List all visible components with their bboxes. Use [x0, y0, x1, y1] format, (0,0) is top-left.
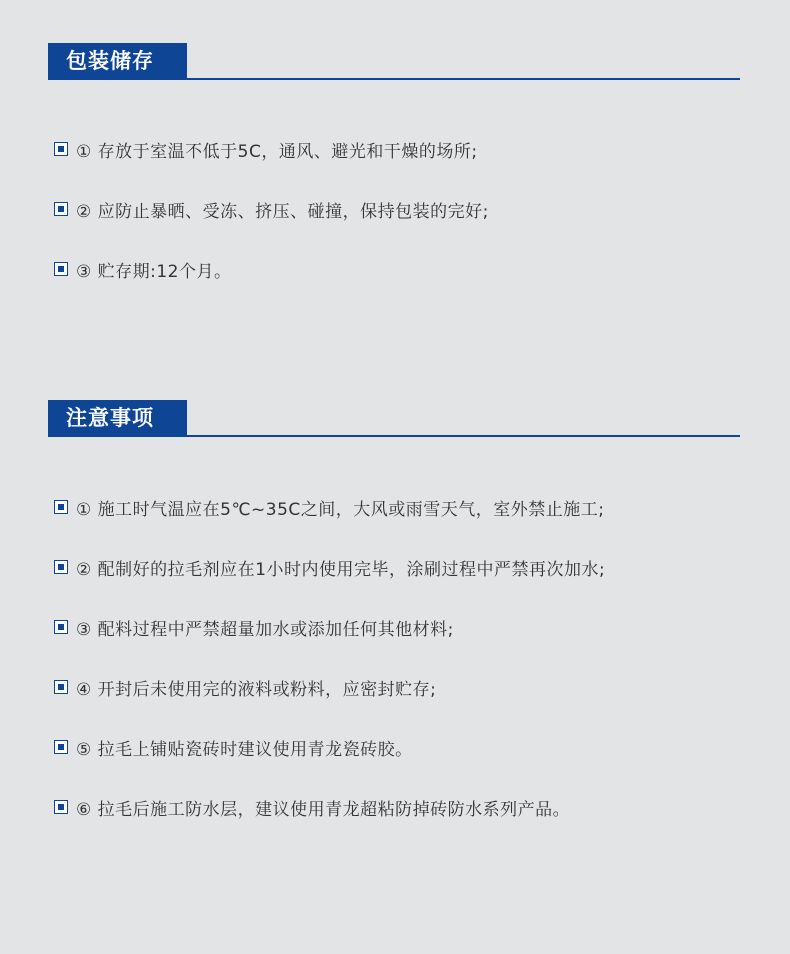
list-item-text: ③ 配料过程中严禁超量加水或添加任何其他材料; [76, 619, 454, 640]
list-item [54, 134, 478, 164]
notes-section [48, 400, 740, 820]
square-bullet-icon [54, 202, 68, 216]
notes-header [48, 400, 740, 438]
list-item-text: ⑤ 拉毛上铺贴瓷砖时建议使用青龙瓷砖胶。 [76, 739, 413, 760]
packaging-title: 包装储存 [48, 43, 187, 79]
list-item [54, 612, 454, 642]
square-bullet-icon [54, 620, 68, 634]
list-item [54, 672, 436, 702]
packaging-header [48, 43, 740, 81]
square-bullet-icon [54, 800, 68, 814]
list-item-text: ③ 贮存期:12个月。 [76, 261, 232, 282]
square-bullet-icon [54, 142, 68, 156]
square-bullet-icon [54, 680, 68, 694]
list-item [54, 732, 413, 762]
square-bullet-icon [54, 740, 68, 754]
square-bullet-icon [54, 262, 68, 276]
list-item [54, 492, 605, 522]
list-item-text: ② 配制好的拉毛剂应在1小时内使用完毕，涂刷过程中严禁再次加水; [76, 559, 606, 580]
list-item [54, 792, 570, 822]
packaging-divider [48, 78, 740, 80]
list-item-text: ⑥ 拉毛后施工防水层，建议使用青龙超粘防掉砖防水系列产品。 [76, 799, 571, 820]
notes-title: 注意事项 [48, 400, 187, 436]
packaging-section [48, 43, 740, 282]
square-bullet-icon [54, 500, 68, 514]
list-item-text: ④ 开封后未使用完的液料或粉料，应密封贮存; [76, 679, 437, 700]
list-item [54, 254, 232, 284]
list-item [54, 552, 605, 582]
list-item-text: ② 应防止暴晒、受冻、挤压、碰撞，保持包装的完好; [76, 201, 489, 222]
list-item-text: ① 施工时气温应在5℃~35C之间，大风或雨雪天气，室外禁止施工; [76, 499, 605, 520]
list-item-text: ① 存放于室温不低于5C，通风、避光和干燥的场所; [76, 141, 478, 162]
list-item [54, 194, 489, 224]
notes-divider [48, 435, 740, 437]
square-bullet-icon [54, 560, 68, 574]
